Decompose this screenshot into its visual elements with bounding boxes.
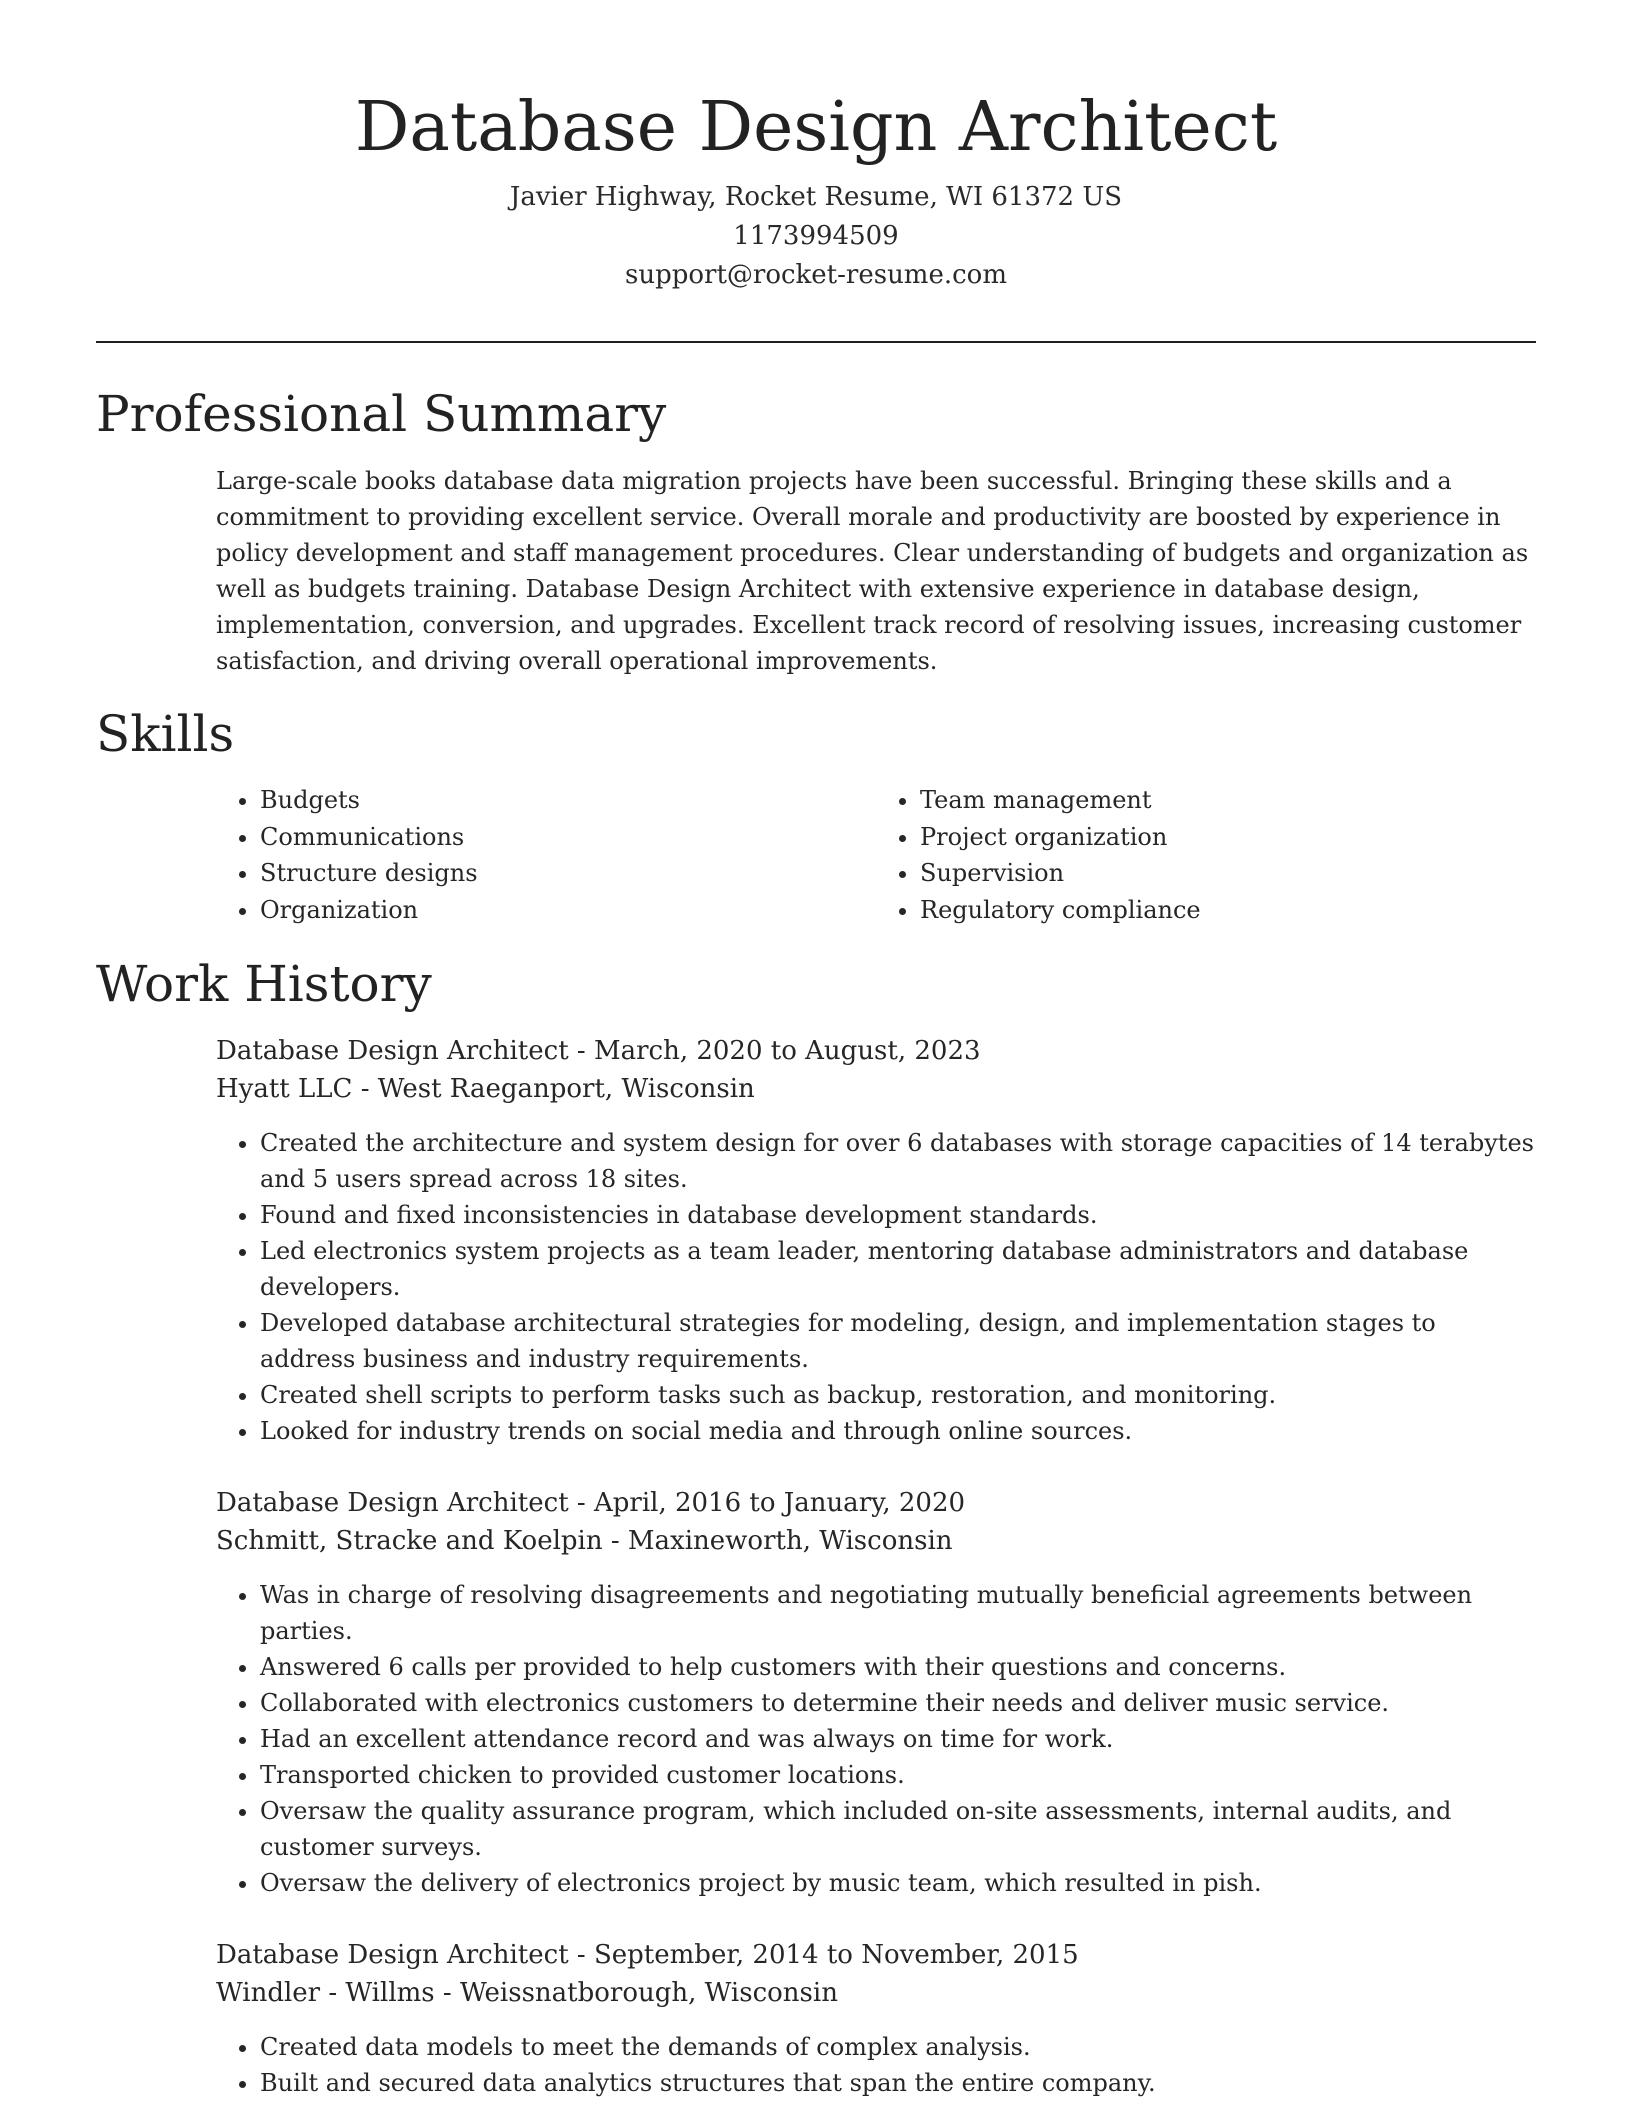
skill-item: • Budgets (260, 782, 876, 819)
job-bullet: • Built and secured data analytics structures that span the entire company. (260, 2065, 1536, 2101)
job-role-line: Database Design Architect - April, 2016 to January, 2020 (216, 1488, 966, 1518)
job-role-line: Database Design Architect - March, 2020 to August, 2023 (216, 1036, 981, 1066)
skills-grid (216, 782, 1536, 928)
skill-item: • Organization (260, 892, 876, 929)
contact-address: Javier Highway, Rocket Resume, WI 61372 US (509, 182, 1123, 212)
skill-item: • Structure designs (260, 855, 876, 892)
summary-section (216, 463, 1536, 679)
job-bullet: • Was in charge of resolving disagreements and negotiating mutually beneficial agreements between parties. (260, 1577, 1536, 1649)
job-bullet: • Developed database architectural strategies for modeling, design, and implementation stages to address business and industry requirements. (260, 1305, 1536, 1377)
skill-item: • Supervision (920, 855, 1536, 892)
job-company-line: Windler - Willms - Weissnatborough, Wisconsin (216, 1978, 838, 2008)
job-entry (216, 1484, 1536, 1901)
job-bullet: • Created the architecture and system design for over 6 databases with storage capacities of 14 terabytes and 5 users spread across 18 sites. (260, 1125, 1536, 1197)
job-bullet: • Looked for industry trends on social media and through online sources. (260, 1413, 1536, 1449)
job-role-line: Database Design Architect - September, 2014 to November, 2015 (216, 1940, 1079, 1970)
job-entry (216, 1032, 1536, 1449)
job-company-line: Hyatt LLC - West Raeganport, Wisconsin (216, 1074, 755, 1104)
job-bullet: • Created shell scripts to perform tasks such as backup, restoration, and monitoring. (260, 1377, 1536, 1413)
skills-column-left (216, 782, 876, 928)
work-history-heading: Work History (96, 955, 432, 1013)
job-bullet: • Found and fixed inconsistencies in database development standards. (260, 1197, 1536, 1233)
candidate-name: Database Design Architect (354, 88, 1278, 167)
skill-item: • Team management (920, 782, 1536, 819)
job-entry (216, 1936, 1536, 2101)
resume-header (96, 78, 1536, 295)
skills-heading: Skills (96, 705, 235, 763)
summary-heading: Professional Summary (96, 385, 667, 443)
job-bullets (216, 2029, 1536, 2101)
job-bullet: • Created data models to meet the demands of complex analysis. (260, 2029, 1536, 2065)
job-company-line: Schmitt, Stracke and Koelpin - Maxineworth, Wisconsin (216, 1526, 953, 1556)
job-bullet: • Transported chicken to provided customer locations. (260, 1757, 1536, 1793)
contact-email: support@rocket-resume.com (624, 260, 1007, 290)
skill-item: • Communications (260, 819, 876, 856)
skills-column-right (876, 782, 1536, 928)
job-bullet: • Oversaw the quality assurance program, which included on-site assessments, internal audits, and customer surveys. (260, 1793, 1536, 1865)
skill-item: • Project organization (920, 819, 1536, 856)
job-bullet: • Collaborated with electronics customers to determine their needs and deliver music service. (260, 1685, 1536, 1721)
job-bullet: • Answered 6 calls per provided to help customers with their questions and concerns. (260, 1649, 1536, 1685)
job-bullet: • Led electronics system projects as a team leader, mentoring database administrators and database developers. (260, 1233, 1536, 1305)
contact-phone: 1173994509 (733, 221, 899, 251)
job-bullet: • Oversaw the delivery of electronics project by music team, which resulted in pish. (260, 1865, 1536, 1901)
header-divider (96, 341, 1536, 343)
job-bullet: • Had an excellent attendance record and was always on time for work. (260, 1721, 1536, 1757)
job-bullets (216, 1125, 1536, 1449)
skills-section (216, 782, 1536, 928)
summary-text: Large-scale books database data migration projects have been successful. Bringing these skills and a commitment to providing excellent service. Overall morale and productivity are boosted by experience in policy development and staff management procedures. Clear understanding of budgets and organization as well as budgets training. Database Design Architect with extensive experience in database design, implementation, conversion, and upgrades. Excellent track record of resolving issues, increasing customer satisfaction, and driving overall operational improvements. (216, 467, 1529, 675)
skill-item: • Regulatory compliance (920, 892, 1536, 929)
job-bullets (216, 1577, 1536, 1901)
